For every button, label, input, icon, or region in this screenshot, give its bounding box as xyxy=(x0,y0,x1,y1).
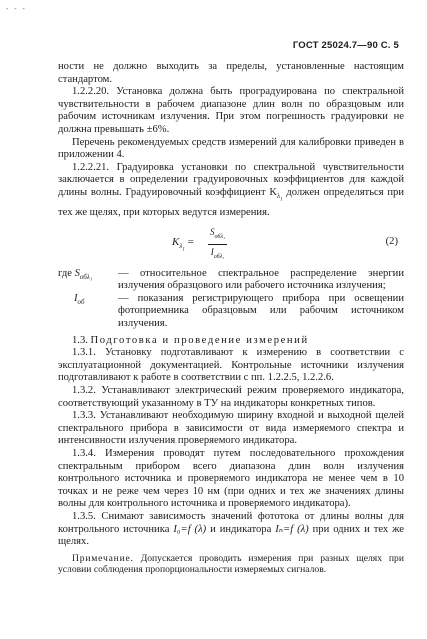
formula-number: (2) xyxy=(385,235,398,247)
paragraph-1-2-2-21-tail: должен определяться при тех же щелях, при которых ведутся измерения. xyxy=(58,186,405,219)
formula-num-s: S xyxy=(210,226,215,237)
item-1-3-2: 1.3.2. Устанавливают электрический режим проверяемого индикатора, соответствующий указанному в ТУ на индикаторы конкретных типов. xyxy=(58,384,404,409)
definition-symbol xyxy=(58,293,118,331)
formula-fraction xyxy=(208,226,227,264)
definition-text: — относительное спектральное распределение энергии излучения образцового или рабочего источника излучения; xyxy=(118,267,404,292)
definition-symbol-letter: I xyxy=(74,292,78,304)
formula-k-subsub: 1 xyxy=(182,247,185,253)
definition-s xyxy=(58,268,404,293)
item-1-3-3: 1.3.3. Устанавливают необходимую ширину входной и выходной щелей спектрального прибора в зависимости от вида измеряемого спектра и интенсивности излучения проверяемого индикатора. xyxy=(58,410,404,447)
definition-symbol-sub: обλ₁ xyxy=(79,272,93,281)
coef-sub-lambda: λ xyxy=(277,192,281,201)
item-1-3-5-and: и индикатора xyxy=(206,523,276,535)
formula-den-sub: об xyxy=(213,253,220,260)
formula-definitions xyxy=(58,268,404,331)
item-1-3-5-tail: при одних и тех же щелях. xyxy=(58,523,404,548)
item-1-3-5-text: 1.3.5. Снимают зависимость значений фототока от длины волны для контрольного источника xyxy=(58,510,404,535)
formula-k-sub: λ xyxy=(179,241,183,250)
formula-in: Iₙ=f (λ) xyxy=(275,523,309,535)
formula-den-subsub: λ₁ xyxy=(219,253,225,260)
definition-symbol-letter: S xyxy=(74,267,80,279)
document-body xyxy=(58,61,404,576)
definition-prefix: где xyxy=(58,267,75,279)
formula-k: K xyxy=(172,235,180,248)
definition-symbol xyxy=(58,268,118,293)
note-text: Допускается проводить измерения при разных щелях при условии соблюдения пропорциональности измеряемых сигналов. xyxy=(58,552,404,576)
formula-equals: = xyxy=(184,235,194,248)
paragraph-1-2-2-20: 1.2.2.20. Установка должна быть проградуирована по спектральной чувствительности в рабочем диапазоне длин волн по образцовым или рабочим источникам излучения. При этом погрешность градуировки не должна превышать ±6%. xyxy=(58,86,404,135)
paragraph-1-2-2-21-text: 1.2.2.21. Градуировка установки по спектральной чувствительности заключается в определении градуировочных коэффициентов для каждой длины волны. Градуировочный коэффициент K xyxy=(58,161,404,198)
item-1-3-5 xyxy=(58,511,404,549)
formula-num-subsub: λ₁ xyxy=(220,233,226,240)
coef-sub-one: 1 xyxy=(280,197,283,203)
page-header: ГОСТ 25024.7—90 С. 5 xyxy=(292,40,399,51)
definition-symbol-sub: об xyxy=(77,297,85,306)
corner-mark: - - - xyxy=(6,6,27,13)
paragraph-calibration-list: Перечень рекомендуемых средств измерений для калибровки приведен в приложении 4. xyxy=(58,136,404,161)
section-heading xyxy=(58,335,404,348)
note-label: Примечание. xyxy=(72,552,134,564)
formula-numerator xyxy=(208,226,227,245)
formula-i0: I₀=f (λ) xyxy=(173,523,207,535)
paragraph-1-2-2-21 xyxy=(58,162,404,220)
formula-2 xyxy=(58,223,404,263)
paragraph-continuation: ности не должно выходить за пределы, установленные настоящим стандартом. xyxy=(58,61,404,85)
formula-num-sub: об xyxy=(214,233,221,240)
formula-denominator xyxy=(208,245,227,263)
section-title: Подготовка и проведение измерений xyxy=(90,334,309,346)
note xyxy=(58,553,404,577)
section-number: 1.3. xyxy=(72,334,88,346)
formula-den-i: I xyxy=(210,247,214,258)
item-1-3-4: 1.3.4. Измерения проводят путем последовательного прохождения спектральным прибором всего диапазона длин волн излучения контрольного источника и проверяемого индикатора не менее чем в 10 точках и не реже чем через 10 нм (при одних и тех же значениях длины волны для контрольного источника и проверяемого индикатора). xyxy=(58,447,404,510)
definition-i xyxy=(58,293,404,331)
formula-lhs xyxy=(172,236,194,257)
definition-text: — показания регистрирующего прибора при освещении фотоприемника образцовым или рабочим источником излучения. xyxy=(118,292,404,329)
item-1-3-1: 1.3.1. Установку подготавливают к измерению в соответствии с эксплуатационной документацией. Контрольные источники излучения подготавливают к работе в соответствии с пп. 1.2.2.5, 1.2.2.6. xyxy=(58,347,404,384)
